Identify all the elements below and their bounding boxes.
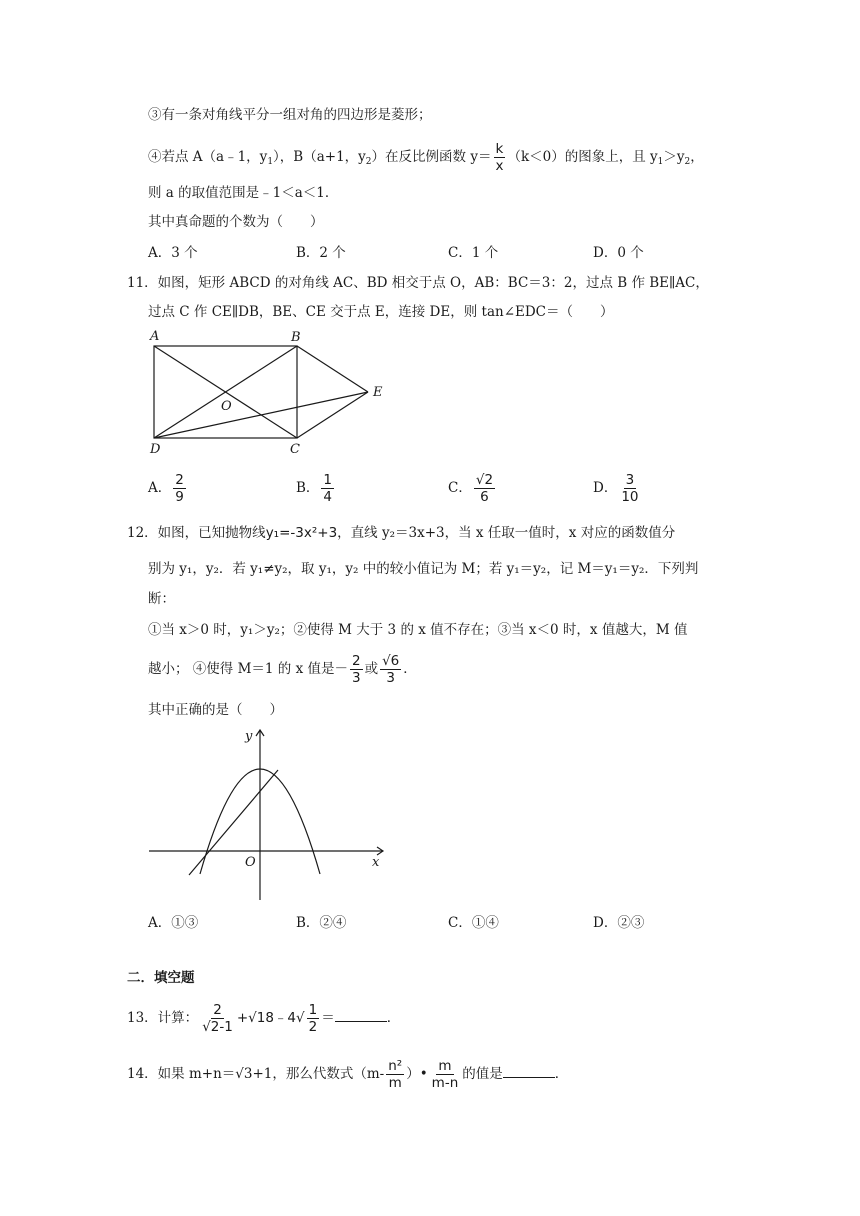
section-fill-in-title: 二．填空题 — [127, 970, 195, 986]
q11-line1: 11．如图，矩形 ABCD 的对角线 AC、BD 相交于点 O，AB：BC＝3：2，过点 B 作 BE∥AC， — [127, 275, 709, 291]
q12-line5: 越小； ④使得 M＝1 的 x 值是－ $\frac{2}{3}$ 或 $\frac{√6}{3}$ ． — [148, 653, 417, 686]
q10-item4-range: 则 a 的取值范围是﹣1＜a＜1． — [148, 185, 339, 201]
q11-line2: 过点 C 作 CE∥DB，BE、CE 交于点 E，连接 DE，则 tan∠EDC＝（ ） — [148, 304, 614, 320]
q12-line1: 12．如图，已知抛物线y₁=-3x²+3，直线 y₂＝3x+3，当 x 任取一值时，x 对应的函数值分 — [127, 525, 676, 541]
q10-option-b[interactable]: B．2 个 — [296, 245, 346, 261]
q13-answer-blank[interactable] — [335, 1009, 387, 1022]
q11-option-b[interactable]: B． $\frac{1}{4}$ — [296, 472, 333, 505]
parabola-line-graph — [145, 724, 390, 904]
q10-option-a[interactable]: A．3 个 — [148, 245, 198, 261]
q11-option-d[interactable]: D． $\frac{3}{10}$ — [593, 472, 639, 505]
q12-option-c[interactable]: C．①④ — [448, 915, 499, 931]
straight-line — [189, 770, 278, 875]
label-o: O — [221, 399, 232, 414]
q12-question: 其中正确的是（ ） — [148, 702, 283, 718]
rectangle-figure — [140, 326, 400, 460]
label-d: D — [150, 442, 161, 457]
q12-option-d[interactable]: D．②③ — [593, 915, 645, 931]
segment-be — [297, 346, 368, 392]
q11-option-c[interactable]: C． $\frac{√2}{6}$ — [448, 472, 494, 505]
y-axis-label: y — [245, 729, 253, 744]
label-c: C — [290, 442, 300, 457]
origin-label: O — [245, 855, 256, 870]
q14-answer-blank[interactable] — [503, 1065, 555, 1078]
x-axis-label: x — [372, 855, 380, 870]
q11-option-a[interactable]: A． $\frac{2}{9}$ — [148, 472, 184, 505]
label-b: B — [291, 330, 301, 345]
q10-item3: ③有一条对角线平分一组对角的四边形是菱形； — [148, 107, 432, 123]
segment-ce — [297, 392, 368, 438]
label-e: E — [373, 385, 383, 400]
q10-question: 其中真命题的个数为（ ） — [148, 214, 324, 230]
q12-line4: ①当 x＞0 时，y₁＞y₂；②使得 M 大于 3 的 x 值不存在；③当 x＜0 时，x 值越大，M 值 — [148, 622, 688, 638]
q10-option-c[interactable]: C．1 个 — [448, 245, 499, 261]
q12-line2: 别为 y₁，y₂．若 y₁≠y₂，取 y₁，y₂ 中的较小值记为 M；若 y₁＝y₂，记 M＝y₁＝y₂．下列判 — [148, 561, 699, 577]
q14: 14．如果 m+n＝√3+1，那么代数式（m- $\frac{\text{n²}}{m}$ ）• $\frac{m}{m-n}$ 的值是 ． — [127, 1058, 569, 1091]
q10-option-d[interactable]: D．0 个 — [593, 245, 644, 261]
q12-option-a[interactable]: A．①③ — [148, 915, 199, 931]
q10-item4: ④若点 A（a﹣1，$y_1$），B（a+1，$y_2$）在反比例函数 y＝ $\frac{k}{x}$ （k＜0）的图象上，且 $y_1>y_2$， — [148, 141, 704, 174]
q13: 13．计算： $\frac{2}{√2-1}$ +√18﹣4√ $\frac{1}{2}$ ＝ ． — [127, 1002, 401, 1035]
parabola-equation: y₁=-3x²+3 — [265, 525, 338, 541]
label-a: A — [150, 329, 160, 344]
q12-line3: 断： — [148, 591, 175, 607]
q12-option-b[interactable]: B．②④ — [296, 915, 347, 931]
segment-de — [154, 392, 368, 438]
k-over-x-fraction: $\frac{k}{x}$ — [495, 141, 504, 174]
